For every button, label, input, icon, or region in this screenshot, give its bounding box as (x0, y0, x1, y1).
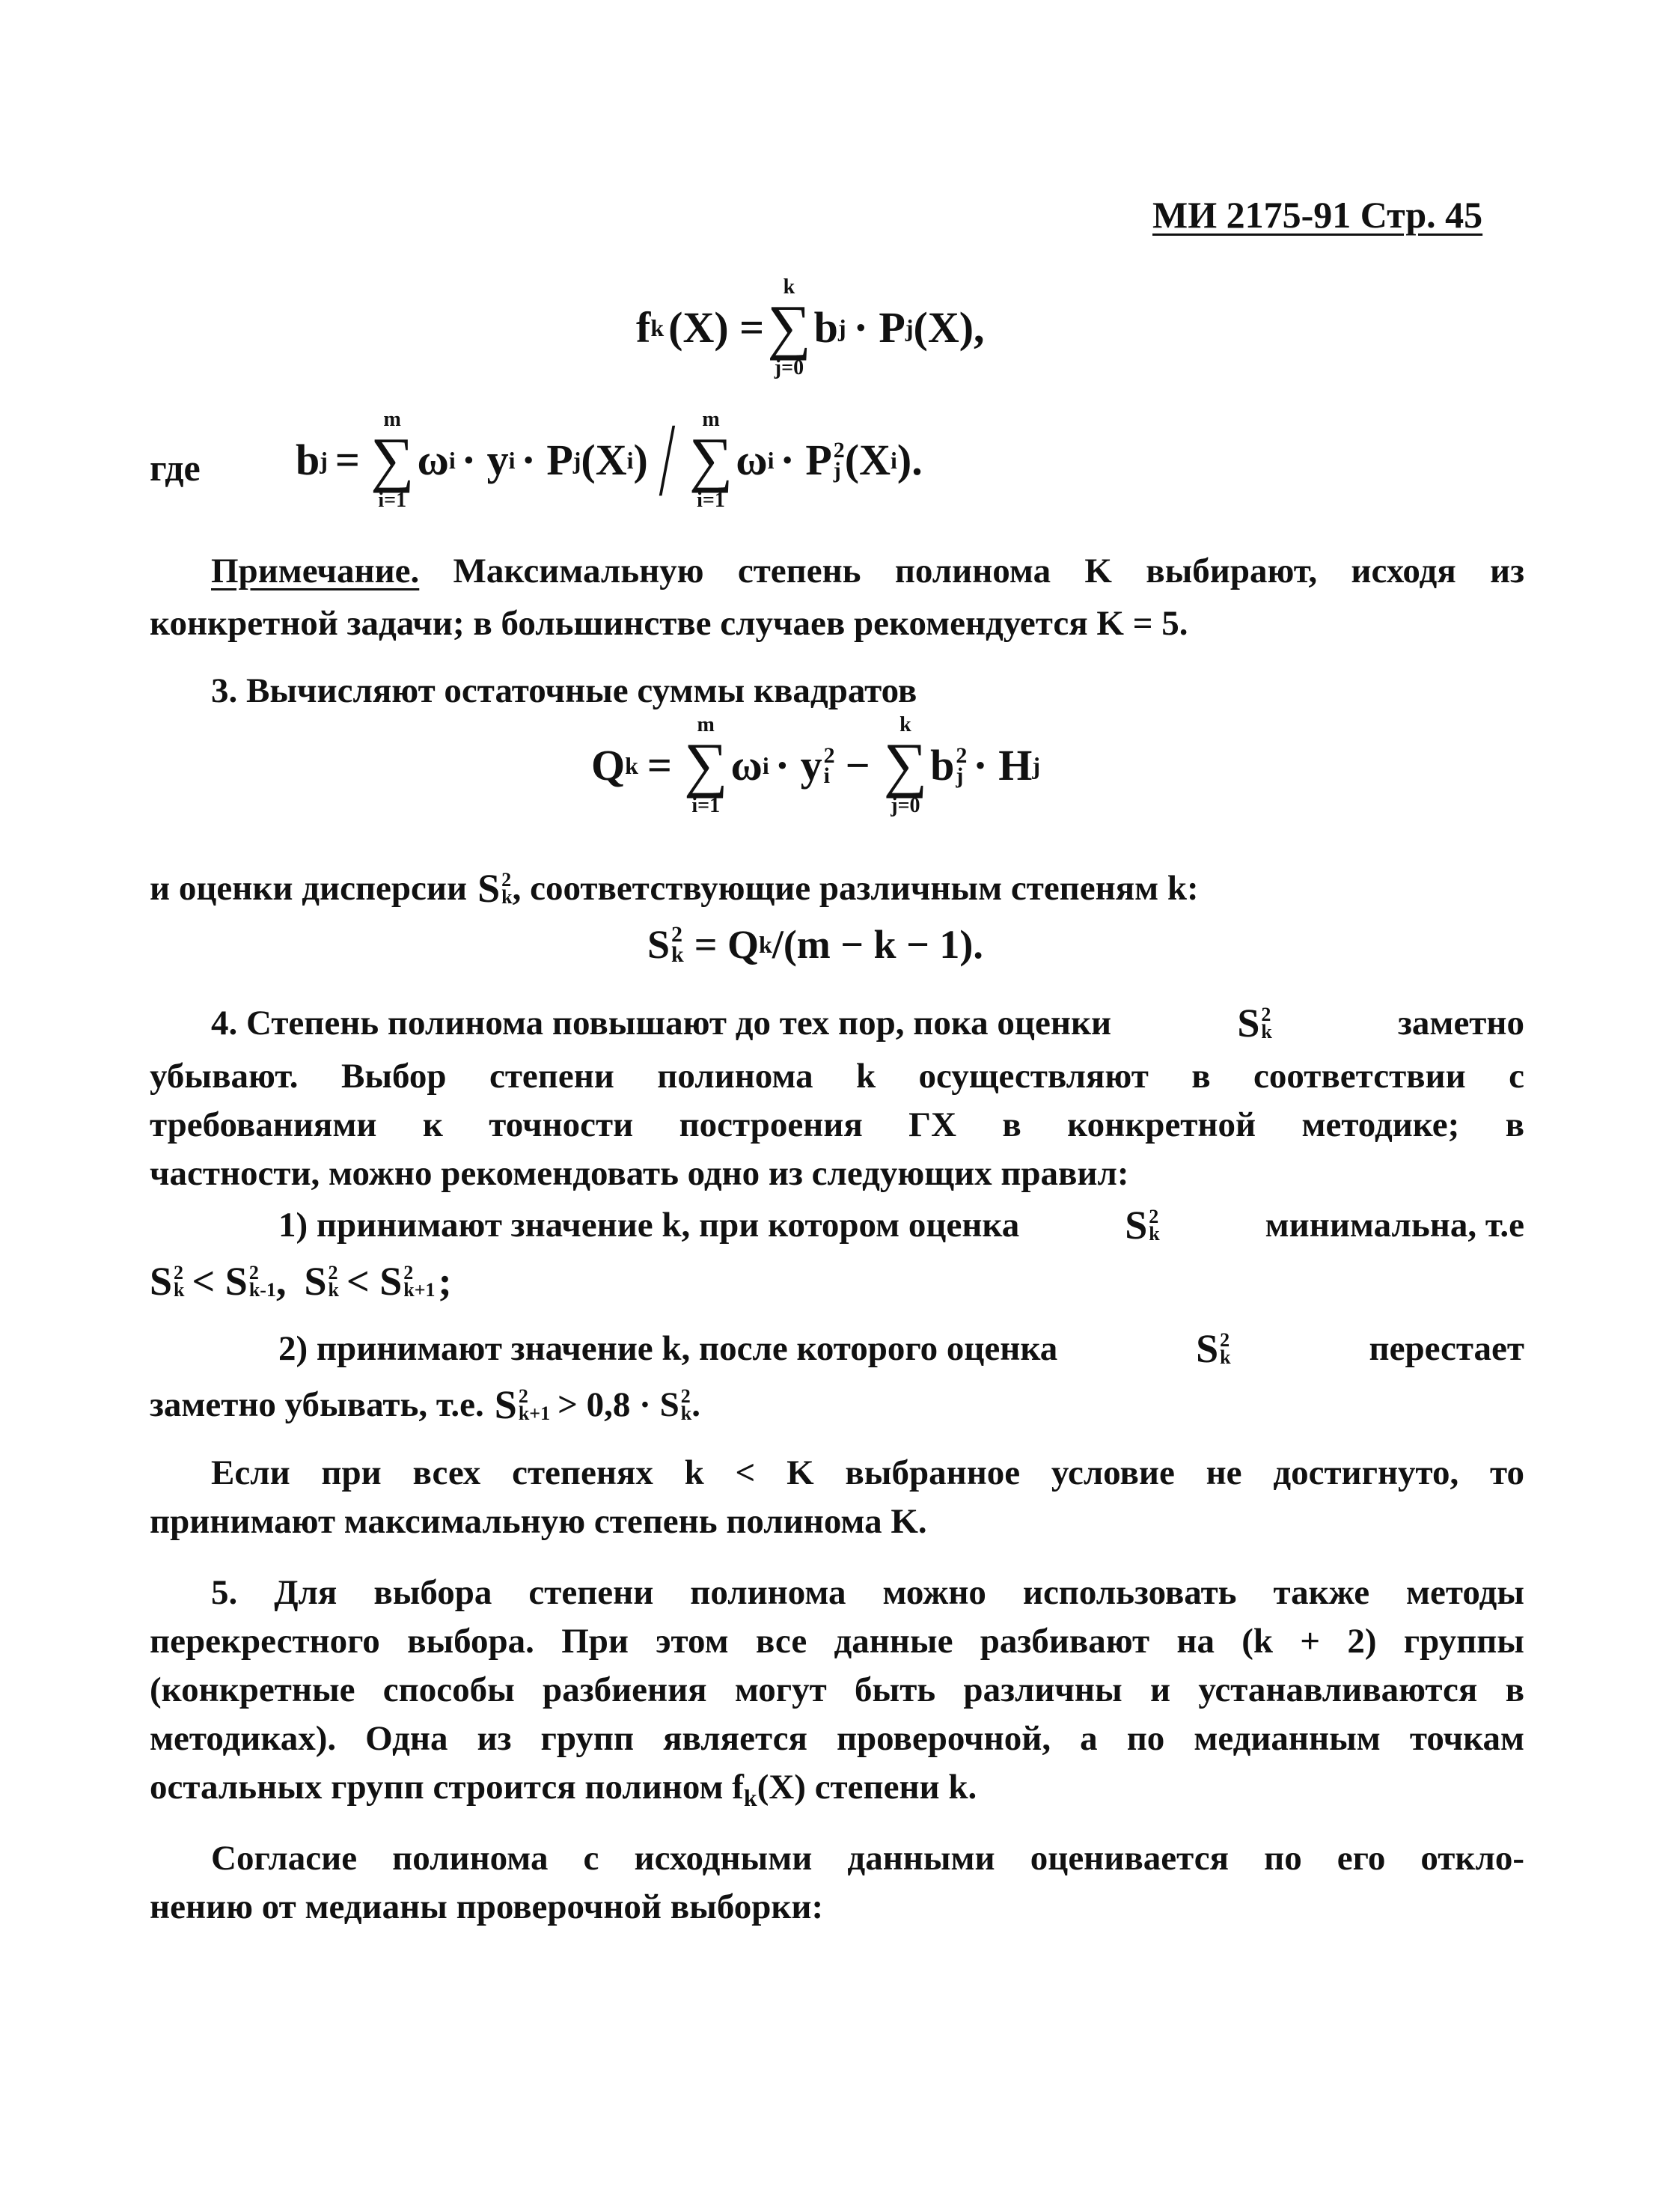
formula-bj-den-arg-sub: i (891, 447, 897, 474)
formula-fk (636, 277, 985, 379)
item4-line-1 (211, 1001, 1524, 1046)
formula-s-q-sub: k (759, 931, 772, 958)
formula-fk-sum (767, 277, 810, 379)
item5-line5-post: (X) степени k. (757, 1768, 977, 1807)
formula-bj-sum2 (689, 409, 733, 511)
rule2-post: перестает (1369, 1328, 1524, 1368)
formula-q-b: b (930, 740, 955, 790)
rule2-s-letter: S (1196, 1326, 1219, 1371)
dispersion-s: S (477, 866, 501, 911)
sigma-symbol: ∑ (370, 425, 415, 494)
sigma-symbol: ∑ (688, 425, 733, 494)
formula-q-sum1-bot: i=1 (691, 793, 721, 817)
note-text-1: Максимальную степень полинома K выбирают, исходя из (453, 552, 1525, 590)
rule2-s1: S (494, 1382, 517, 1427)
sigma-symbol: ∑ (767, 293, 811, 361)
item5-line-2: перекрестного выбора. При этом все данные разбивают на (k + 2) группы (150, 1622, 1524, 1661)
rule1-s3-idx (328, 1261, 339, 1301)
formula-fk-b-sub: j (837, 314, 846, 341)
formula-q-y-idx (823, 742, 835, 788)
sup: 2 (956, 742, 968, 768)
formula-q (591, 715, 1040, 816)
sub: k (328, 1279, 339, 1301)
sub: k (1220, 1346, 1231, 1368)
sup: 2 (823, 742, 835, 768)
formula-bj-sum1-bot: i=1 (378, 488, 407, 512)
agree-line-2: нению от медианы проверочной выборки: (150, 1887, 824, 1926)
sup: 2 (174, 1261, 184, 1283)
formula-bj-eq: = (335, 436, 360, 484)
sigma-symbol: ∑ (683, 730, 728, 799)
dispersion-line (150, 868, 1199, 909)
rule1-s-idx (1149, 1205, 1160, 1245)
item5-line-1: 5. Для выбора степени полинома можно использовать также методы (211, 1573, 1524, 1612)
ifall-line-2: принимают максимальную степень полинома K. (150, 1502, 927, 1541)
formula-bj-y-sub: i (508, 447, 516, 474)
formula-bj (296, 402, 923, 518)
formula-bj-arg: (X (581, 436, 627, 484)
sub: j (956, 763, 964, 788)
formula-fk-sum-top: k (783, 275, 795, 299)
sub: k (671, 942, 684, 967)
formula-bj-den-p: · P (780, 436, 832, 484)
formula-bj-sum1 (370, 409, 414, 511)
sup: 2 (403, 1261, 414, 1283)
rule1-lt1: < S (192, 1259, 248, 1304)
sigma-symbol: ∑ (883, 730, 928, 799)
rule2-s-idx (1220, 1328, 1231, 1368)
rule2-s (1196, 1328, 1231, 1369)
formula-s-idx (671, 924, 684, 965)
formula-fk-lhs-arg: (X) = (668, 302, 765, 352)
formula-q-h-sub: j (1032, 751, 1041, 779)
formula-bj-den-p-idx (833, 438, 845, 483)
rule2-s1-idx (518, 1385, 551, 1424)
rule1-post: минимальна, т.е (1265, 1205, 1524, 1245)
item5-line-3: (конкретные способы разбиения могут быть различны и устанавливаются в (150, 1670, 1524, 1709)
item4-line1-pre: 4. Степень полинома повышают до тех пор, пока оценки (211, 1003, 1112, 1043)
formula-fk-p-sub: j (905, 314, 914, 341)
formula-bj-sum2-top: m (702, 408, 720, 432)
formula-bj-lhs: b (296, 436, 320, 484)
sub: k (501, 886, 513, 908)
rule1-s (1125, 1203, 1160, 1248)
formula-s (647, 924, 983, 965)
item4-line1-post: заметно (1398, 1003, 1524, 1043)
formula-fk-lhs-sub: k (650, 314, 665, 341)
rule1-s-letter: S (1125, 1203, 1148, 1248)
dispersion-post: , соответствующие различным степеням k: (512, 868, 1199, 908)
sup: 2 (501, 868, 512, 891)
item5-line5-pre: остальных групп строится полином f (150, 1768, 744, 1807)
formula-fk-p: · P (853, 302, 905, 352)
page-header: МИ 2175-91 Стр. 45 (1152, 194, 1483, 236)
item5-line-5 (150, 1770, 977, 1810)
formula-q-lhs: Q (591, 740, 626, 790)
formula-bj-p: · P (521, 436, 573, 484)
formula-s-eq: = Q (694, 922, 760, 967)
formula-bj-omega-sub: i (448, 447, 456, 474)
rule1-s1-idx (174, 1261, 185, 1301)
sup: 2 (1261, 1003, 1271, 1025)
sub: k (1261, 1021, 1272, 1043)
formula-q-y: · y (775, 740, 822, 790)
sup: 2 (248, 1261, 259, 1283)
formula-q-lhs-sub: k (625, 751, 638, 779)
formula-bj-lhs-sub: j (320, 447, 328, 474)
sub: k+1 (518, 1402, 551, 1424)
sup: 2 (518, 1385, 528, 1407)
formula-q-sum1-top: m (697, 713, 715, 736)
formula-bj-y: · y (461, 436, 509, 484)
sup: 2 (328, 1261, 338, 1283)
formula-q-sum2 (884, 715, 927, 816)
dispersion-s-idx (501, 868, 513, 908)
formula-q-sum2-top: k (899, 713, 911, 736)
sub: j (833, 458, 841, 483)
formula-fk-lhs: f (636, 302, 651, 352)
rule1-line-2 (150, 1259, 452, 1304)
formula-bj-sum1-top: m (383, 408, 401, 432)
ifall-line-1: Если при всех степенях k < K выбранное условие не достигнуто, то (211, 1453, 1524, 1492)
agree-line-1: Согласие полинома с исходными данными оценивается по его откло- (211, 1839, 1524, 1878)
formula-q-sum2-bot: j=0 (891, 793, 920, 817)
item4-s-idx (1261, 1003, 1272, 1043)
formula-bj-arg-sub: i (626, 447, 634, 474)
rule1-pre: 1) принимают значение k, при котором оценка (278, 1205, 1020, 1245)
rule1-s4-idx (403, 1261, 436, 1301)
rule2-mid: > 0,8 · S (558, 1385, 679, 1424)
note-line-1 (211, 554, 1524, 589)
formula-bj-p-sub: j (572, 447, 581, 474)
item4-line-4: частности, можно рекомендовать одно из следующих правил: (150, 1154, 1129, 1193)
rule1-s1: S (150, 1259, 173, 1304)
formula-s-rest: /(m − k − 1). (772, 922, 983, 967)
rule1-s3: S (304, 1259, 327, 1304)
item4-s (1237, 1001, 1272, 1046)
formula-bj-den-arg: (X (844, 436, 891, 484)
sup: 2 (1220, 1328, 1230, 1351)
sub: k-1 (248, 1279, 276, 1301)
formula-bj-den-omega-sub: i (767, 447, 775, 474)
item4-line-3: требованиями к точности построения ГХ в конкретной методике; в (150, 1105, 1524, 1144)
formula-q-h: · H (973, 740, 1033, 790)
item5-line5-sub: k (743, 1784, 757, 1811)
rule2-pre: 2) принимают значение k, после которого оценка (278, 1328, 1058, 1368)
note-label: Примечание. (211, 552, 420, 590)
formula-fk-sum-bot: j=0 (774, 355, 804, 379)
rule2-end: . (691, 1385, 700, 1424)
note-line-2: конкретной задачи; в большинстве случаев рекомендуется K = 5. (150, 604, 1188, 643)
sub: i (823, 763, 830, 788)
sub: k (680, 1402, 692, 1424)
formula-bj-omega: ω (417, 436, 449, 484)
formula-q-omega: ω (730, 740, 763, 790)
where-label: где (150, 447, 201, 489)
sup: 2 (671, 922, 683, 947)
item4-line-2: убывают. Выбор степени полинома k осуществляют в соответствии с (150, 1057, 1524, 1096)
formula-bj-den-omega: ω (736, 436, 768, 484)
rule1-lt2: < S (346, 1259, 403, 1304)
formula-s-lhs: S (647, 922, 671, 967)
sup: 2 (680, 1385, 691, 1407)
rule2-l2-pre: заметно убывать, т.е. (150, 1385, 484, 1424)
dispersion-pre: и оценки дисперсии (150, 868, 468, 908)
rule1-end: ; (438, 1259, 452, 1304)
item3-text: 3. Вычисляют остаточные суммы квадратов (211, 671, 917, 710)
formula-q-minus: − (845, 740, 870, 790)
sup: 2 (833, 438, 845, 463)
rule1-comma: , (275, 1259, 287, 1304)
sub: k (174, 1279, 185, 1301)
formula-fk-b: b (813, 302, 838, 352)
sup: 2 (1149, 1205, 1159, 1227)
rule1-s2-idx (248, 1261, 276, 1301)
rule2-line-2 (150, 1382, 700, 1427)
item4-s-letter: S (1237, 1001, 1260, 1046)
formula-q-omega-sub: i (762, 751, 769, 779)
formula-bj-den-arg-end: ). (896, 436, 923, 484)
formula-bj-sum2-bot: i=1 (697, 488, 725, 512)
rule2-line-1 (278, 1328, 1524, 1369)
formula-q-sum1 (684, 715, 727, 816)
sub: k (1149, 1223, 1160, 1245)
formula-q-eq: = (647, 740, 672, 790)
formula-bj-arg-end: ) (633, 436, 648, 484)
rule2-s2-idx (680, 1385, 692, 1424)
item5-line-4: методиках). Одна из групп является проверочной, а по медианным точкам (150, 1719, 1524, 1758)
fraction-slash: / (659, 402, 675, 518)
formula-fk-end: (X), (913, 302, 985, 352)
sub: k+1 (403, 1279, 436, 1301)
rule1-line-1 (278, 1203, 1524, 1248)
formula-q-b-idx (956, 742, 968, 788)
